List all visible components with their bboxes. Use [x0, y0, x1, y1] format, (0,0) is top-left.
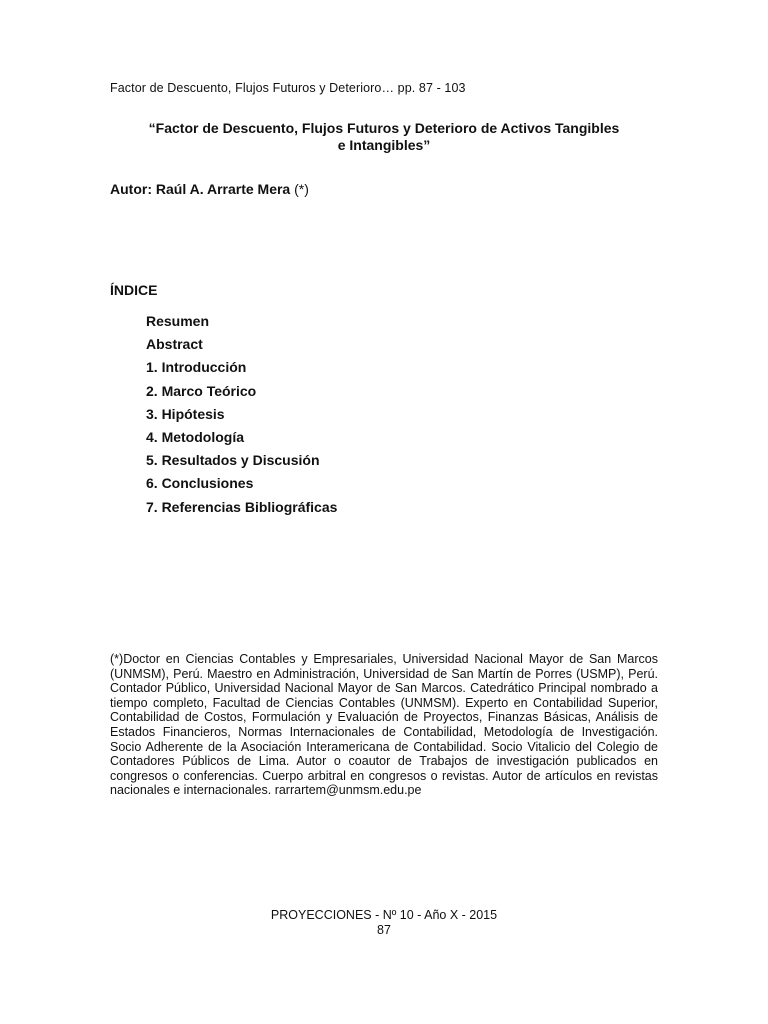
index-item: 7. Referencias Bibliográficas — [146, 498, 338, 515]
index-item: 5. Resultados y Discusión — [146, 452, 320, 469]
page-footer — [110, 908, 658, 938]
index-item: 6. Conclusiones — [146, 475, 254, 492]
index-list — [146, 313, 337, 522]
page-number: 87 — [377, 923, 391, 937]
index-item: 4. Metodología — [146, 428, 244, 445]
journal-info: PROYECCIONES - Nº 10 - Año X - 2015 — [270, 908, 498, 922]
index-item: Abstract — [146, 336, 203, 353]
index-heading: ÍNDICE — [110, 282, 158, 298]
author-footnote: (*)Doctor en Ciencias Contables y Empresariales, Universidad Nacional Mayor de San Marcos (UNMSM), Perú. Maestro en Administración, Universidad de San Martín de Porres (USMP), Perú. Contador Público, Universidad Nacional Mayor de San Marcos. Catedrático Principal nombrado a tiempo completo, Facultad de Ciencias Contables (UNMSM). Experto en Contabilidad Superior, Contabilidad de Costos, Formulación y Evaluación de Proyectos, Finanzas Básicas, Análisis de Estados Financieros, Normas Internacionales de Contabilidad, Metodología de Investigación. Socio Adherente de la Asociación Interamericana de Contabilidad. Socio Vitalicio del Colegio de Contadores Públicos de Lima. Autor o coautor de Trabajos de investigación publicados en congresos o conferencias. Cuerpo arbitral en congresos o revistas. Autor de artículos en revistas nacionales e internacionales. rarrartem@unmsm.edu.pe — [110, 652, 658, 798]
author-label: Autor: Raúl A. Arrarte Mera — [110, 181, 291, 197]
title-line-1: “Factor de Descuento, Flujos Futuros y Deterioro de Activos Tangibles — [148, 120, 620, 136]
index-item: 3. Hipótesis — [146, 405, 225, 422]
index-item: 1. Introducción — [146, 359, 247, 376]
author-line — [110, 181, 309, 197]
index-item: Resumen — [146, 313, 210, 329]
author-note-marker: (*) — [290, 181, 309, 197]
article-title — [110, 120, 658, 154]
index-item: 2. Marco Teórico — [146, 382, 257, 399]
title-line-2: e Intangibles” — [337, 137, 431, 153]
running-head: Factor de Descuento, Flujos Futuros y Deterioro… pp. 87 - 103 — [110, 81, 466, 95]
